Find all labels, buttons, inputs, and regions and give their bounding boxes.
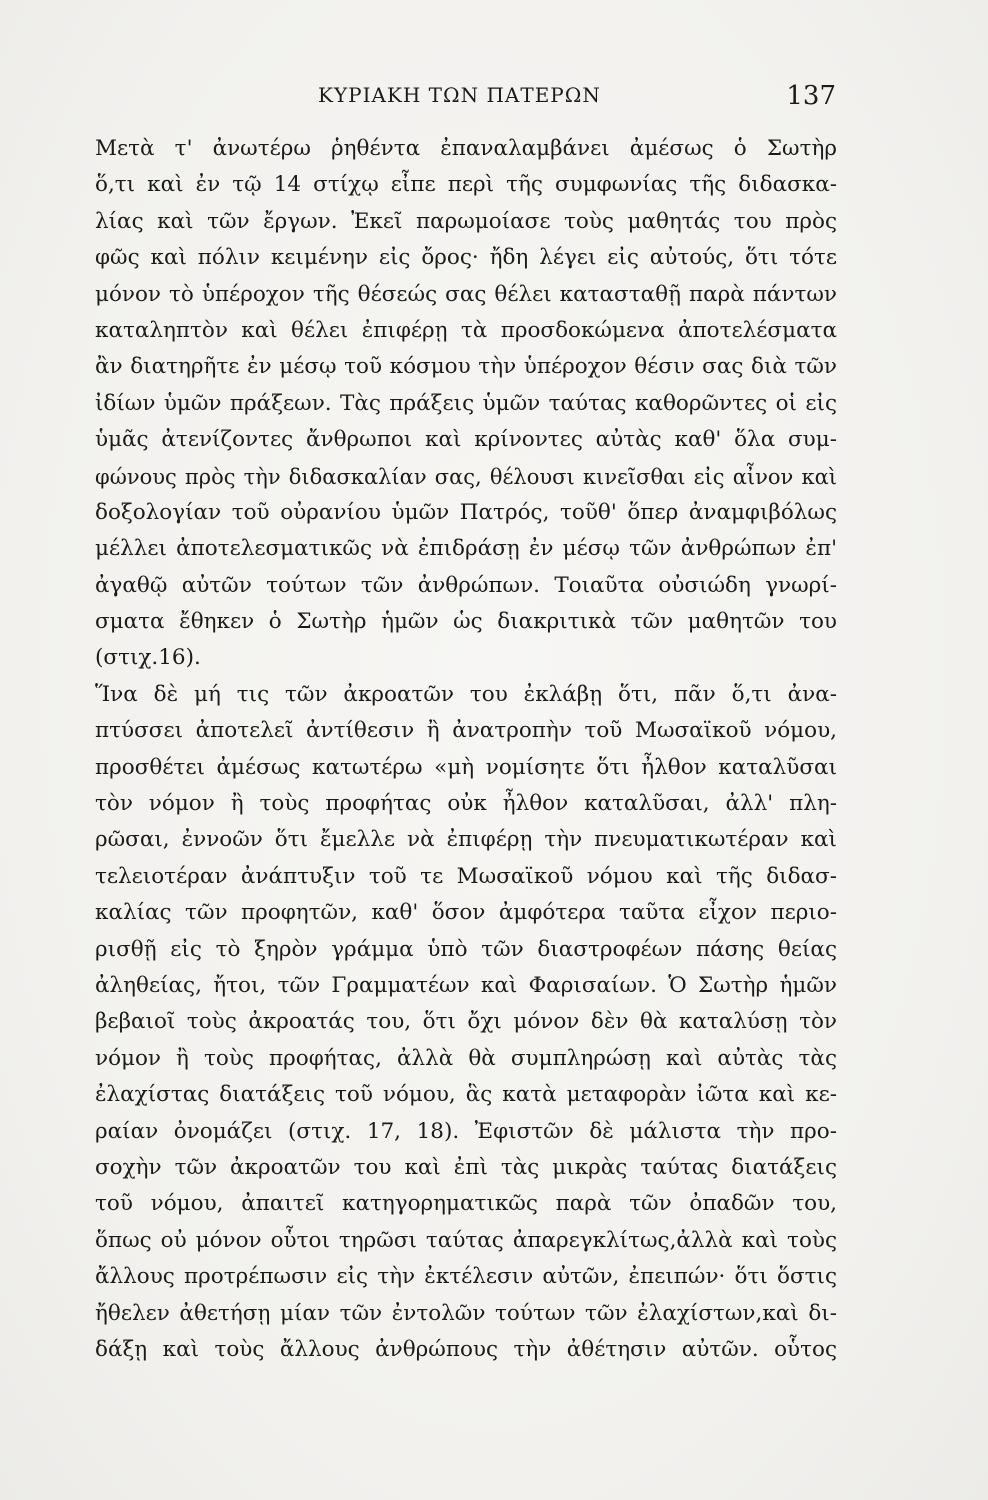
text-line: ἄλλους προτρέπωσιν εἰς τὴν ἐκτέλεσιν αὐτῶν, ἐπειπών· ὅτι ὅστις xyxy=(95,1264,837,1290)
text-line: νόμον ἢ τοὺς προφήτας, ἀλλὰ θὰ συμπληρώσῃ καὶ αὐτὰς τὰς xyxy=(95,1045,837,1071)
text-line: Ἵνα δὲ μή τις τῶν ἀκροατῶν του ἐκλάβῃ ὅτι, πᾶν ὅ,τι ἀνα- xyxy=(95,681,837,707)
text-line: μέλλει ἀποτελεσματικῶς νὰ ἐπιδράσῃ ἐν μέσῳ τῶν ἀνθρώπων ἐπ' xyxy=(95,536,837,562)
text-line: τὸν νόμον ἢ τοὺς προφήτας οὐκ ἦλθον καταλῦσαι, ἀλλ' πλη- xyxy=(95,791,837,817)
text-line: δάξῃ καὶ τοὺς ἄλλους ἀνθρώπους τὴν ἀθέτησιν αὐτῶν. οὗτος xyxy=(95,1336,837,1362)
running-title: ΚΥΡΙΑΚΗ ΤΩΝ ΠΑΤΕΡΩΝ xyxy=(318,83,601,107)
text-line: ἤθελεν ἀθετήσῃ μίαν τῶν ἐντολῶν τούτων τῶν ἐλαχίστων,καὶ δι- xyxy=(95,1300,837,1326)
text-line: ἰδίων ὑμῶν πράξεων. Τὰς πράξεις ὑμῶν ταύτας καθορῶντες οἱ εἰς xyxy=(95,390,837,416)
text-line: ἐλαχίστας διατάξεις τοῦ νόμου, ἃς κατὰ μεταφορὰν ἰῶτα καὶ κε- xyxy=(95,1082,837,1108)
text-line: προσθέτει ἀμέσως κατωτέρω «μὴ νομίσητε ὅτι ἦλθον καταλῦσαι xyxy=(95,754,837,780)
text-line: ρῶσαι, ἐννοῶν ὅτι ἔμελλε νὰ ἐπιφέρῃ τὴν πνευματικωτέραν καὶ xyxy=(95,827,837,853)
text-line: (στιχ.16). xyxy=(95,645,201,671)
text-line: φῶς καὶ πόλιν κειμένην εἰς ὄρος· ἤδη λέγει εἰς αὐτούς, ὅτι τότε xyxy=(95,245,837,271)
text-line: φώνους πρὸς τὴν διδασκαλίαν σας, θέλουσι κινεῖσθαι εἰς αἶνον καὶ xyxy=(95,464,837,489)
text-line: πτύσσει ἀποτελεῖ ἀντίθεσιν ἢ ἀνατροπὴν τοῦ Μωσαϊκοῦ νόμου, xyxy=(95,718,837,744)
text-line: ὅπως οὐ μόνον οὗτοι τηρῶσι ταύτας ἀπαρεγκλίτως,ἀλλὰ καὶ τοὺς xyxy=(95,1227,837,1253)
text-line: λίας καὶ τῶν ἔργων. Ἐκεῖ παρωμοίασε τοὺς μαθητάς του πρὸς xyxy=(95,208,837,234)
text-line: βεβαιοῖ τοὺς ἀκροατάς του, ὅτι ὄχι μόνον δὲν θὰ καταλύσῃ τὸν xyxy=(95,1009,837,1035)
text-line: δοξολογίαν τοῦ οὐρανίου ὑμῶν Πατρός, τοῦθ' ὅπερ ἀναμφιβόλως xyxy=(95,499,837,525)
text-line: ἂν διατηρῆτε ἐν μέσῳ τοῦ κόσμου τὴν ὑπέροχον θέσιν σας διὰ τῶν xyxy=(95,354,837,380)
text-line: ἀληθείας, ἤτοι, τῶν Γραμματέων καὶ Φαρισαίων. Ὁ Σωτὴρ ἡμῶν xyxy=(95,972,837,998)
page-header xyxy=(96,83,836,119)
text-line: ρισθῇ εἰς τὸ ξηρὸν γράμμα ὑπὸ τῶν διαστροφέων πάσης θείας xyxy=(95,936,837,962)
text-line: ὑμᾶς ἀτενίζοντες ἄνθρωποι καὶ κρίνοντες αὐτὰς καθ' ὅλα συμ- xyxy=(95,427,837,453)
text-line: ραίαν ὀνομάζει (στιχ. 17, 18). Ἐφιστῶν δὲ μάλιστα τὴν προ- xyxy=(95,1118,837,1144)
page-number: 137 xyxy=(786,81,836,111)
text-line: καταληπτὸν καὶ θέλει ἐπιφέρῃ τὰ προσδοκώμενα ἀποτελέσματα xyxy=(95,317,837,343)
text-line: τοῦ νόμου, ἀπαιτεῖ κατηγορηματικῶς παρὰ τῶν ὀπαδῶν του, xyxy=(95,1191,837,1217)
text-line: μόνον τὸ ὑπέροχον τῆς θέσεώς σας θέλει κατασταθῇ παρὰ πάντων xyxy=(95,281,837,307)
text-line: Μετὰ τ' ἀνωτέρω ῥηθέντα ἐπαναλαμβάνει ἀμέσως ὁ Σωτὴρ xyxy=(95,136,837,161)
body-text xyxy=(95,131,837,1368)
text-line: καλίας τῶν προφητῶν, καθ' ὅσον ἀμφότερα ταῦτα εἶχον περιο- xyxy=(95,900,837,926)
text-line: σματα ἔθηκεν ὁ Σωτὴρ ἡμῶν ὡς διακριτικὰ τῶν μαθητῶν του xyxy=(95,609,837,635)
text-line: ἀγαθῷ αὐτῶν τούτων τῶν ἀνθρώπων. Τοιαῦτα οὐσιώδη γνωρί- xyxy=(95,572,837,598)
text-line: ὅ,τι καὶ ἐν τῷ 14 στίχῳ εἶπε περὶ τῆς συμφωνίας τῆς διδασκα- xyxy=(95,172,837,198)
text-line: σοχὴν τῶν ἀκροατῶν του καὶ ἐπὶ τὰς μικρὰς ταύτας διατάξεις xyxy=(95,1154,837,1180)
text-line: τελειοτέραν ἀνάπτυξιν τοῦ τε Μωσαϊκοῦ νόμου καὶ τῆς διδασ- xyxy=(95,863,837,889)
